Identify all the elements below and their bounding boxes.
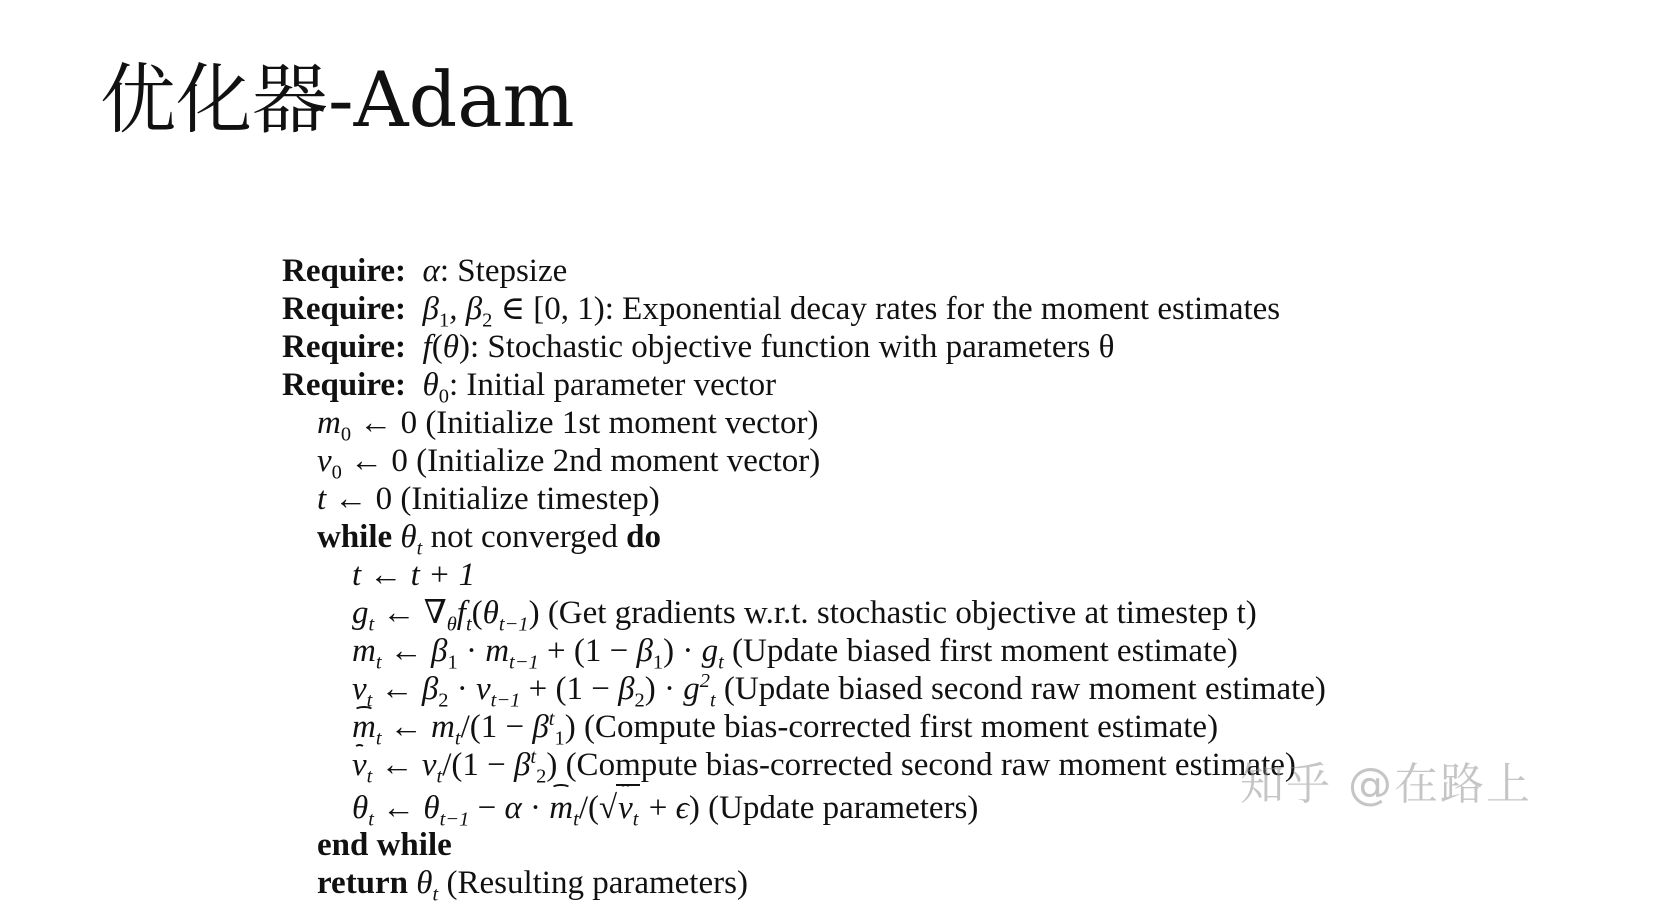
init-t-comment: (Initialize timestep) bbox=[400, 481, 660, 517]
theta0-symbol: $\theta_0$ bbox=[414, 367, 449, 408]
while-keyword: while bbox=[317, 519, 393, 555]
first-moment-comment: (Update biased first moment estimate) bbox=[732, 633, 1238, 669]
require-label: Require: bbox=[282, 329, 407, 365]
decay-text: : Exponential decay rates for the moment estimates bbox=[604, 291, 1281, 327]
theta-update-line: $\theta_t$ ← $\theta_{t-1} - \alpha \cdot m_t/(√v_t + \epsilon)$ (Update parameters) bbox=[282, 784, 1462, 826]
v-hat-line: $v_t$ ← $v_t/(1 - \beta^t_2)$ (Compute bias-corrected second raw moment estimate) bbox=[352, 746, 1296, 788]
return-line: return $\theta_t$ (Resulting parameters) bbox=[317, 865, 748, 906]
init-m-comment: (Initialize 1st moment vector) bbox=[425, 405, 819, 441]
require-label: Require: bbox=[282, 291, 407, 327]
require-line-objective: Require: f(θ): Stochastic objective function with parameters θ bbox=[282, 329, 1115, 365]
m-hat-line: $m_t$ ← $m_t/(1 - \beta^t_1)$ (Compute bias-corrected first moment estimate) bbox=[352, 708, 1219, 750]
objective-text: : Stochastic objective function with parameters θ bbox=[469, 329, 1115, 365]
gradient-line: $g_t$ ← $\nabla_\theta f_t(\theta_{t-1})$ (Get gradients w.r.t. stochastic objective at timestep t) bbox=[352, 595, 1257, 636]
return-comment: (Resulting parameters) bbox=[446, 865, 748, 901]
require-line-init-param bbox=[282, 366, 1462, 408]
init-v-line: $v_0$ ← 0 (Initialize 2nd moment vector) bbox=[317, 443, 821, 484]
end-while-line: end while bbox=[317, 827, 452, 863]
slide-title: 优化器-Adam bbox=[100, 55, 575, 144]
return-keyword: return bbox=[317, 865, 409, 901]
second-moment-line: $v_t$ ← $\beta_2 \cdot v_{t-1} + (1 - \beta_2) \cdot g^2_t$ (Update biased second raw moment estimate) bbox=[352, 670, 1326, 712]
objective-symbol: f bbox=[414, 329, 432, 365]
theta-update-comment: (Update parameters) bbox=[708, 790, 979, 826]
gradient-comment: (Get gradients w.r.t. stochastic objective at timestep t) bbox=[547, 595, 1257, 631]
require-line-decay: Require: $\beta_1$, $\beta_2$ ∈ [0, 1): Exponential decay rates for the moment estimates bbox=[282, 291, 1281, 332]
init-param-text: : Initial parameter vector bbox=[448, 367, 777, 403]
while-line: while $\theta_t$ not converged do bbox=[317, 519, 661, 560]
while-condition: not converged bbox=[430, 519, 618, 555]
step-t-line: t ← t + 1 bbox=[352, 557, 476, 593]
first-moment-line: $m_t$ ← $\beta_1 \cdot m_{t-1} + (1 - \beta_1) \cdot g_t$ (Update biased first moment estimate) bbox=[352, 633, 1238, 674]
do-keyword: do bbox=[626, 519, 661, 555]
init-t-line: t ← 0 (Initialize timestep) bbox=[317, 481, 660, 517]
init-m-line: $m_0$ ← 0 (Initialize 1st moment vector) bbox=[317, 405, 819, 446]
init-v-comment: (Initialize 2nd moment vector) bbox=[416, 443, 821, 479]
require-label: Require: bbox=[282, 367, 407, 403]
require-line-stepsize bbox=[282, 252, 1462, 290]
alpha-symbol: α bbox=[414, 253, 440, 289]
second-moment-comment: (Update biased second raw moment estimate) bbox=[723, 671, 1326, 707]
beta-symbols: $\beta_1$, $\beta_2$ bbox=[414, 291, 493, 332]
m-hat-comment: (Compute bias-corrected first moment estimate) bbox=[583, 709, 1219, 745]
require-label: Require: bbox=[282, 253, 407, 289]
zhihu-watermark: 知乎 @在路上 bbox=[1240, 759, 1532, 810]
stepsize-text: : Stepsize bbox=[439, 253, 568, 289]
v-hat-comment: (Compute bias-corrected second raw moment estimate) bbox=[565, 747, 1296, 783]
